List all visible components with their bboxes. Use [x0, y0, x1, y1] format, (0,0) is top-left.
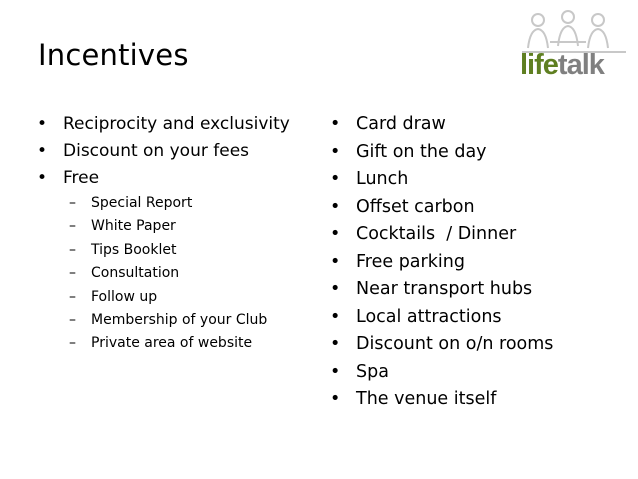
- list-item-text: Spa: [356, 361, 389, 382]
- dash-mark: –: [69, 241, 76, 258]
- logo-life-text: life: [520, 49, 558, 81]
- list-item: [330, 362, 630, 382]
- logo-talk-text: talk: [557, 49, 604, 81]
- list-item-text: The venue itself: [356, 389, 497, 409]
- bullet-mark: •: [330, 389, 341, 409]
- list-item: [37, 114, 307, 134]
- list-item: [330, 197, 630, 217]
- list-item-text: Gift on the day: [356, 141, 487, 162]
- lifetalk-logo: [512, 8, 632, 82]
- list-item-text: Free parking: [356, 251, 465, 272]
- sub-list-item: [37, 289, 307, 305]
- list-item: [330, 142, 630, 162]
- sub-list-item: [37, 218, 307, 234]
- sub-list-item: [37, 195, 307, 211]
- sub-list: [37, 195, 307, 351]
- list-item-text: Discount on your fees: [63, 141, 250, 161]
- bullet-mark: •: [330, 169, 341, 189]
- list-item: [330, 279, 630, 299]
- sub-item-text: Private area of website: [91, 335, 253, 352]
- dash-mark: –: [69, 218, 76, 235]
- sub-list-item: [37, 312, 307, 328]
- list-item: [330, 169, 630, 189]
- list-item-text: Reciprocity and exclusivity: [63, 114, 290, 134]
- bullet-mark: •: [330, 361, 341, 382]
- bullet-mark: •: [330, 141, 341, 162]
- list-item-text: Lunch: [356, 169, 409, 189]
- sub-item-text: Tips Booklet: [91, 241, 177, 258]
- list-item-text: Cocktails / Dinner: [356, 224, 517, 244]
- bullet-mark: •: [37, 168, 48, 188]
- bullet-mark: •: [330, 251, 341, 272]
- bullet-mark: •: [330, 196, 341, 217]
- dash-mark: –: [69, 288, 76, 305]
- list-item: [37, 141, 307, 161]
- list-item: [330, 389, 630, 409]
- list-item: [330, 334, 630, 354]
- list-item: [330, 224, 630, 244]
- list-item-text: Discount on o/n rooms: [356, 334, 554, 354]
- list-item: [330, 307, 630, 327]
- sub-list-item: [37, 335, 307, 351]
- dash-mark: –: [69, 311, 76, 328]
- sub-item-text: Follow up: [91, 288, 158, 305]
- sub-list-item: [37, 265, 307, 281]
- sub-item-text: Membership of your Club: [91, 311, 268, 328]
- bullet-mark: •: [330, 306, 341, 327]
- list-item: [330, 252, 630, 272]
- dash-mark: –: [69, 335, 76, 352]
- list-item: [37, 168, 307, 188]
- bullet-mark: •: [330, 334, 341, 354]
- bullet-mark: •: [330, 114, 341, 134]
- list-item-text: Near transport hubs: [356, 279, 533, 299]
- sub-item-text: White Paper: [91, 218, 176, 235]
- list-item-text: Card draw: [356, 114, 446, 134]
- slide-title: Incentives: [38, 38, 189, 72]
- right-column: [330, 114, 630, 417]
- logo-wordmark: [520, 50, 604, 80]
- sub-item-text: Special Report: [91, 195, 193, 211]
- list-item-text: Free: [63, 168, 100, 188]
- bullet-mark: •: [330, 279, 341, 299]
- dash-mark: –: [69, 265, 76, 282]
- list-item-text: Offset carbon: [356, 196, 475, 217]
- list-item-text: Local attractions: [356, 306, 502, 327]
- list-item: [330, 114, 630, 134]
- bullet-mark: •: [330, 224, 341, 244]
- left-column: [37, 114, 307, 359]
- sub-item-text: Consultation: [91, 265, 180, 282]
- bullet-mark: •: [37, 114, 48, 134]
- sub-list-item: [37, 242, 307, 258]
- dash-mark: –: [69, 195, 76, 211]
- bullet-mark: •: [37, 141, 48, 161]
